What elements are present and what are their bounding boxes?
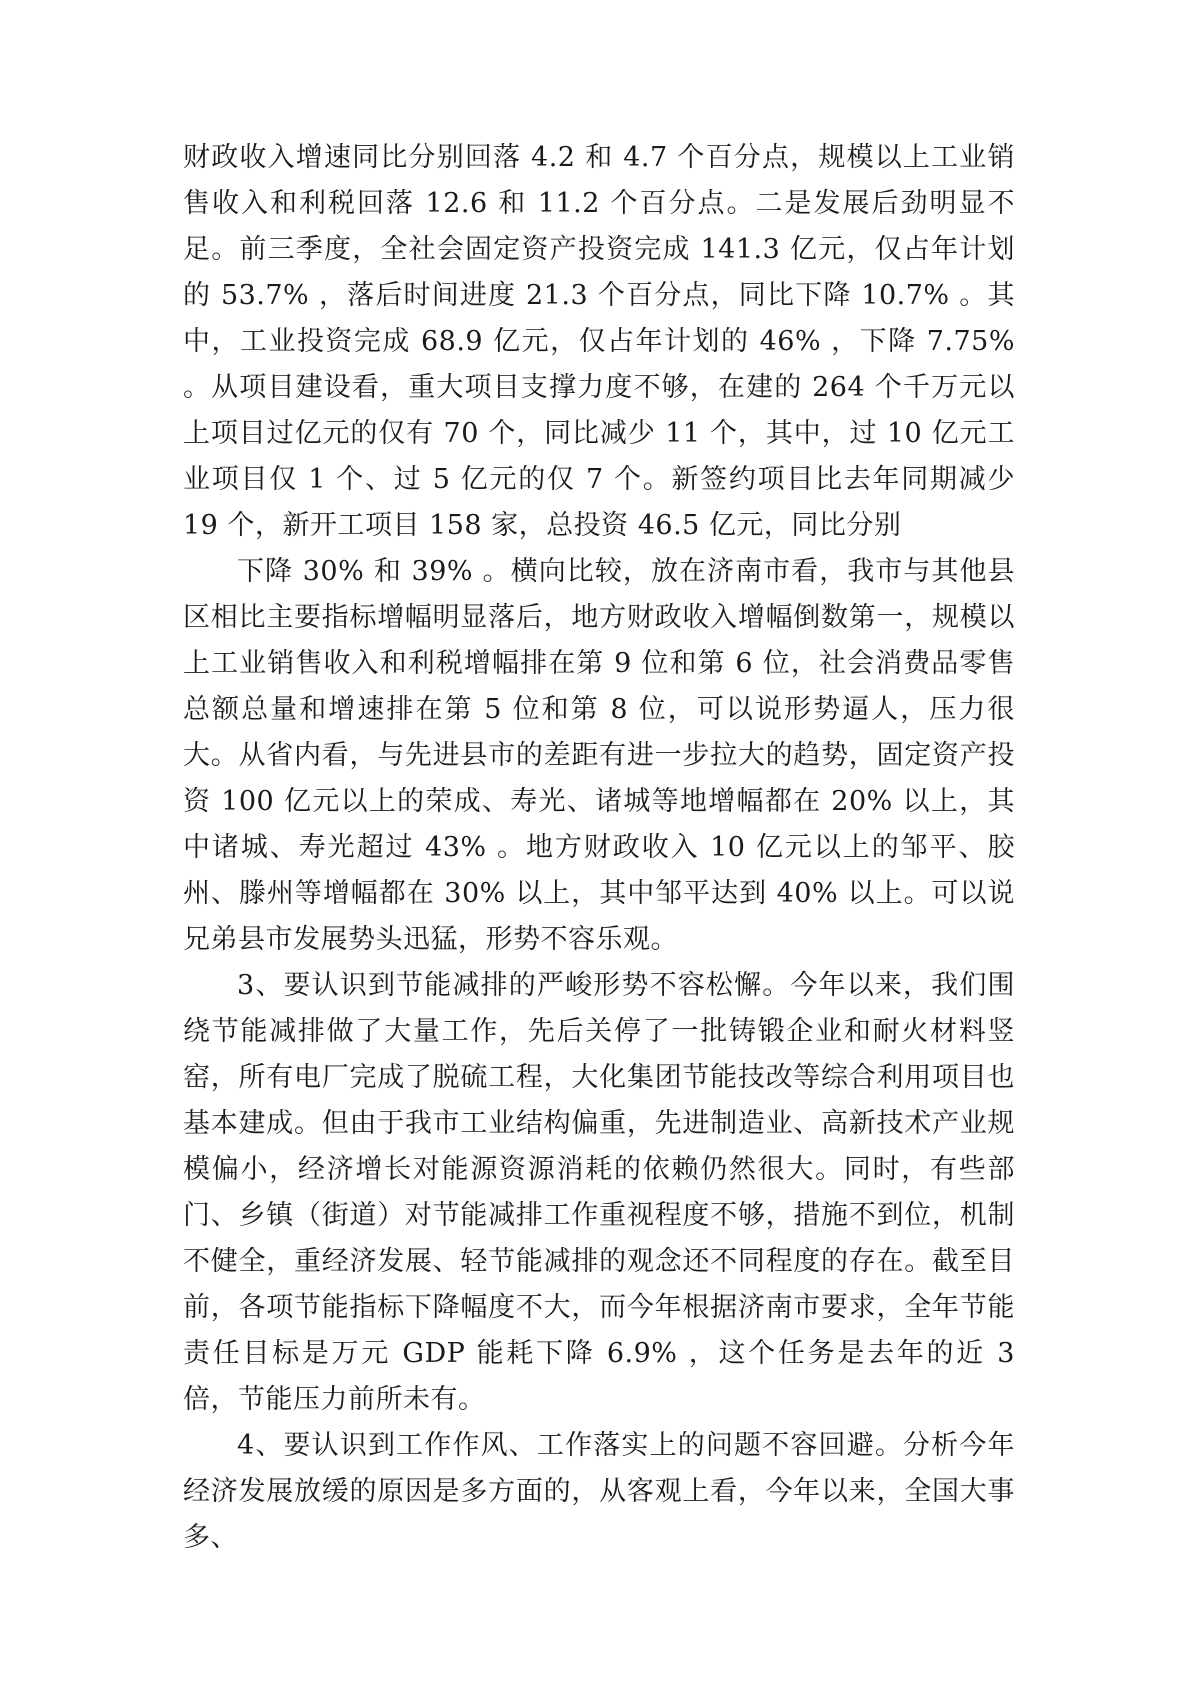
paragraph-3: 3、要认识到节能减排的严峻形势不容松懈。今年以来，我们围绕节能减排做了大量工作，先后关停了一批铸锻企业和耐火材料竖窑，所有电厂完成了脱硫工程，大化集团节能技改等综合利用项目也基本建成。但由于我市工业结构偏重，先进制造业、高新技术产业规模偏小，经济增长对能源资源消耗的依赖仍然很大。同时，有些部门、乡镇（街道）对节能减排工作重视程度不够，措施不到位，机制不健全，重经济发展、轻节能减排的观念还不同程度的存在。截至目前，各项节能指标下降幅度不大，而今年根据济南市要求，全年节能责任目标是万元 GDP 能耗下降 6.9% ，这个任务是去年的近 3 倍，节能压力前所未有。 [183,970,1015,1415]
paragraph-4: 4、要认识到工作作风、工作落实上的问题不容回避。分析今年经济发展放缓的原因是多方面的，从客观上看，今年以来，全国大事多、 [183,1430,1015,1553]
body-text [183,135,1015,1561]
paragraph-2: 下降 30% 和 39% 。横向比较，放在济南市看，我市与其他县区相比主要指标增幅明显落后，地方财政收入增幅倒数第一，规模以上工业销售收入和利税增幅排在第 9 位和第 6 位，社会消费品零售总额总量和增速排在第 5 位和第 8 位，可以说形势逼人，压力很大。从省内看，与先进县市的差距有进一步拉大的趋势，固定资产投资 100 亿元以上的荣成、寿光、诸城等地增幅都在 20% 以上，其中诸城、寿光超过 43% 。地方财政收入 10 亿元以上的邹平、胶州、滕州等增幅都在 30% 以上，其中邹平达到 40% 以上。可以说兄弟县市发展势头迅猛，形势不容乐观。 [183,556,1015,955]
paragraph-1: 财政收入增速同比分别回落 4.2 和 4.7 个百分点，规模以上工业销售收入和利税回落 12.6 和 11.2 个百分点。二是发展后劲明显不足。前三季度，全社会固定资产投资完成 141.3 亿元，仅占年计划的 53.7% ，落后时间进度 21.3 个百分点，同比下降 10.7% 。其中，工业投资完成 68.9 亿元，仅占年计划的 46% ，下降 7.75% 。从项目建设看，重大项目支撑力度不够，在建的 264 个千万元以上项目过亿元的仅有 70 个，同比减少 11 个，其中，过 10 亿元工业项目仅 1 个、过 5 亿元的仅 7 个。新签约项目比去年同期减少 19 个，新开工项目 158 家，总投资 46.5 亿元，同比分别 [183,142,1015,541]
